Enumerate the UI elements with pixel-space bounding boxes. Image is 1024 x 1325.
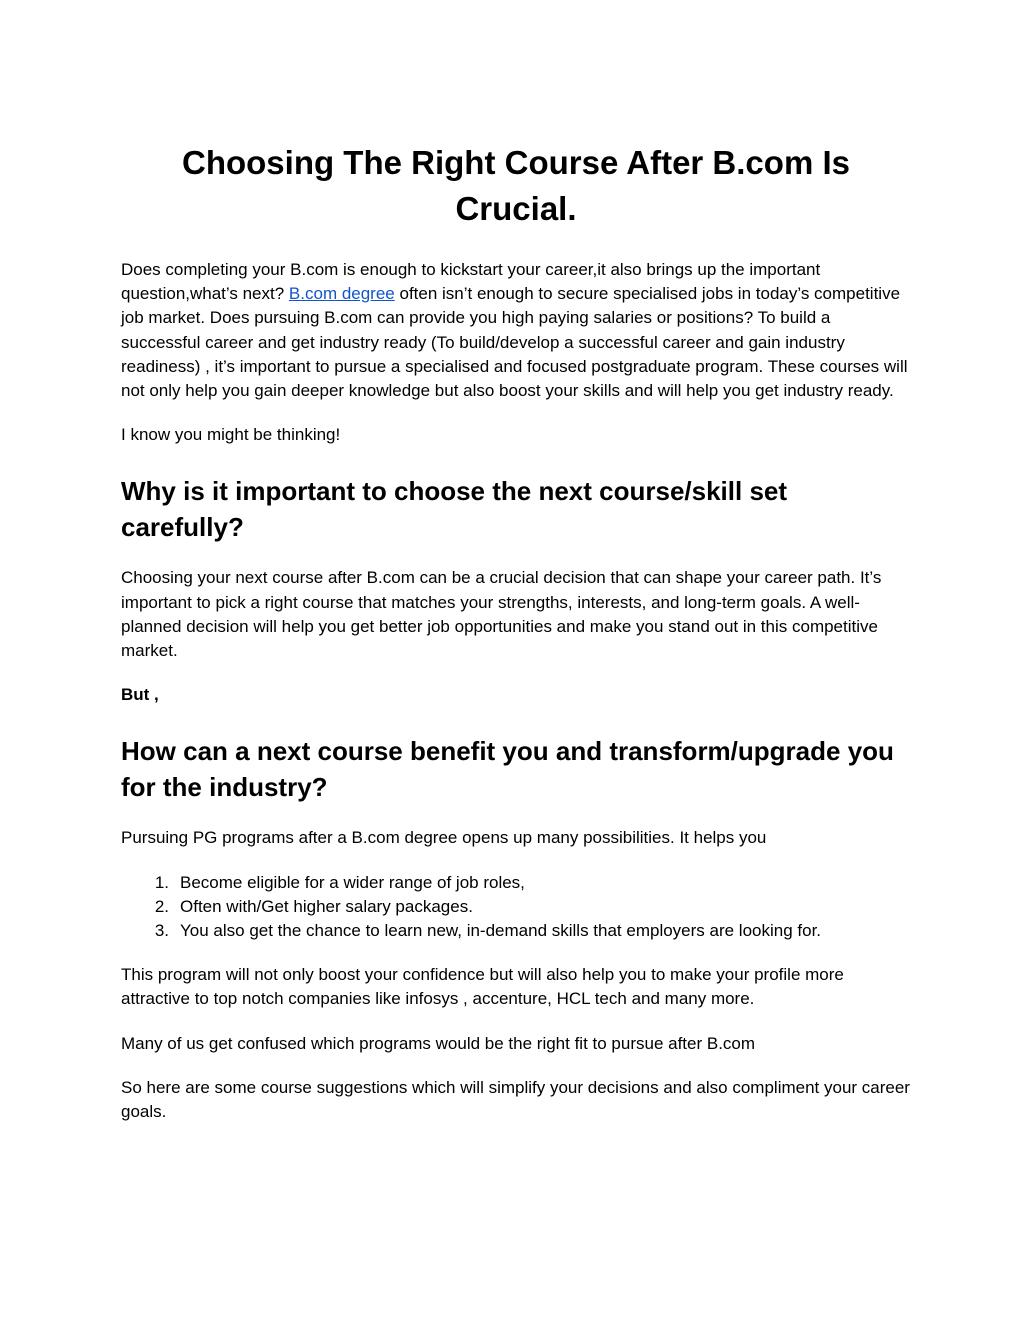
list-item xyxy=(121,871,911,895)
intro-text-after-link: often isn’t enough to secure specialised jobs in today’s competitive job market. Does pursuing B.com can provide you high paying salaries or positions? To build a successful career and get industry ready (To build/develop a successful career and gain industry readiness) , it’s important to pursue a specialised and focused postgraduate program. These courses will not only help you gain deeper knowledge but also boost your skills and will help you get industry ready. xyxy=(121,284,908,401)
heading-how: How can a next course benefit you and transform/upgrade you for the industry? xyxy=(121,736,894,803)
benefits-list xyxy=(121,871,911,944)
why-paragraph: Choosing your next course after B.com can be a crucial decision that can shape your career path. It’s important to pick a right course that matches your strengths, interests, and long-term goals. A well-planned decision will help you get better job opportunities and make you stand out in this competitive market. xyxy=(121,568,882,661)
document-body xyxy=(121,140,911,1124)
thinking-paragraph: I know you might be thinking! xyxy=(121,425,341,445)
intro-paragraph xyxy=(121,258,911,403)
heading-why: Why is it important to choose the next course/skill set carefully? xyxy=(121,476,788,543)
bcom-degree-link[interactable]: B.com degree xyxy=(288,284,395,304)
list-item-text: Become eligible for a wider range of job roles, xyxy=(180,872,525,892)
list-item-text: You also get the chance to learn new, in-demand skills that employers are looking for. xyxy=(180,921,822,941)
list-item xyxy=(121,919,911,943)
list-item-text: Often with/Get higher salary packages. xyxy=(180,896,473,916)
confidence-paragraph: This program will not only boost your confidence but will also help you to make your profile more attractive to top notch companies like infosys , accenture, HCL tech and many more. xyxy=(121,965,844,1009)
list-item-number: 3. xyxy=(154,921,169,941)
list-item-number: 2. xyxy=(154,896,169,916)
document-title: Choosing The Right Course After B.com Is Crucial. xyxy=(182,144,850,227)
but-paragraph: But , xyxy=(121,685,159,705)
intro-text-before-link: Does completing your B.com is enough to kickstart your career,it also brings up the important question,what’s next? xyxy=(121,260,821,304)
how-paragraph: Pursuing PG programs after a B.com degree opens up many possibilities. It helps you xyxy=(121,828,767,848)
list-item-number: 1. xyxy=(154,872,169,892)
list-item xyxy=(121,895,911,919)
suggestions-paragraph: So here are some course suggestions which will simplify your decisions and also compliment your career goals. xyxy=(121,1077,910,1122)
confused-paragraph: Many of us get confused which programs would be the right fit to pursue after B.com xyxy=(121,1033,756,1053)
